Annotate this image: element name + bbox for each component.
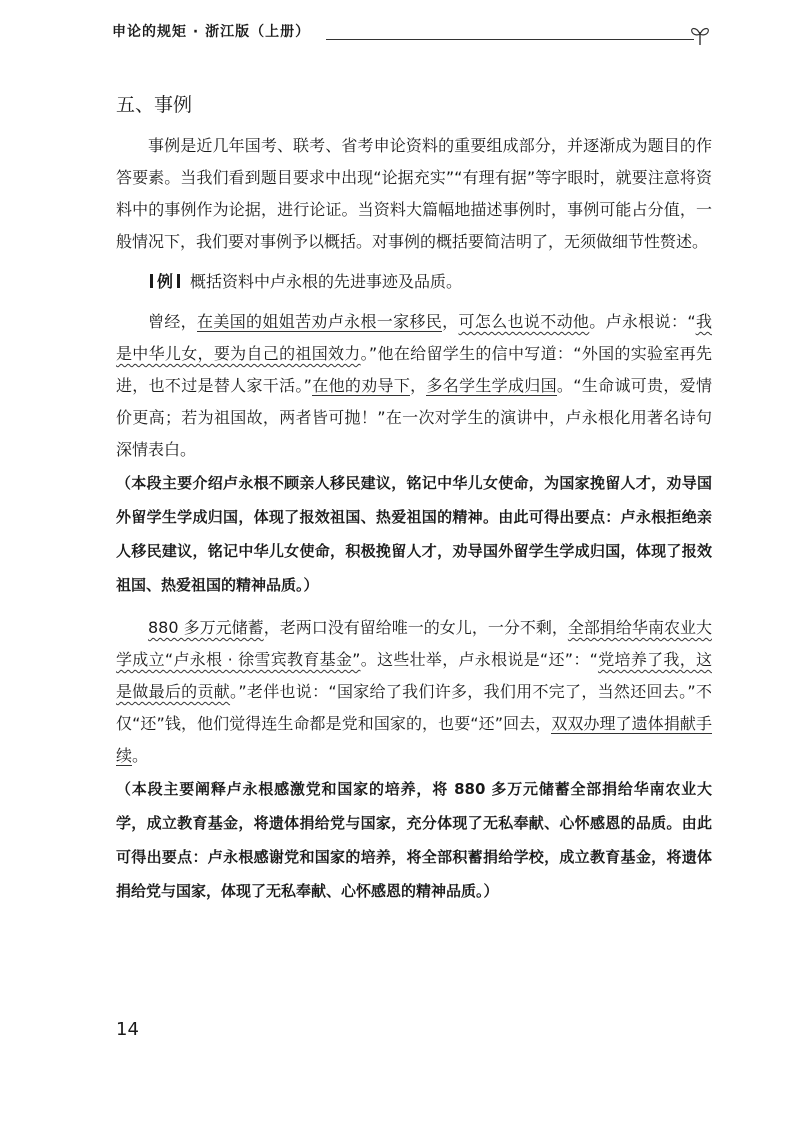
example-line bbox=[116, 264, 712, 300]
wavy-underlined-text: 可怎么也说不动他 bbox=[458, 312, 590, 331]
example-tag bbox=[146, 272, 184, 291]
sprout-icon bbox=[688, 24, 712, 46]
text-run: ， bbox=[410, 376, 427, 395]
case-paragraph-1 bbox=[116, 306, 712, 466]
page-number: 14 bbox=[116, 1019, 139, 1040]
bar-left bbox=[150, 274, 153, 288]
case-note-1: （本段主要介绍卢永根不顾亲人移民建议，铭记中华儿女使命，为国家挽留人才，劝导国外留学生学成归国，体现了报效祖国、热爱祖国的精神。由此可得出要点：卢永根拒绝亲人移民建议，铭记中华儿女使命，积极挽留人才，劝导国外留学生学成归国，体现了报效祖国、热爱祖国的精神品质。） bbox=[116, 474, 712, 594]
wavy-underlined-text: 全部捐给华南农业大学成立“卢永根 · 徐雪宾教育基金” bbox=[116, 618, 712, 669]
text-run: 。 bbox=[132, 746, 149, 765]
text-run: 曾经， bbox=[148, 312, 198, 331]
text-run: ， bbox=[442, 312, 459, 331]
example-task: 概括资料中卢永根的先进事迹及品质。 bbox=[190, 272, 463, 291]
text-run: 。卢永根说：“ bbox=[589, 312, 696, 331]
wavy-underlined-text: 880 多万元储蓄 bbox=[148, 618, 264, 637]
running-header bbox=[112, 22, 712, 48]
text-run: 。”老伴也说：“国家给了我们许多，我们用不完了，当然还回去。”不仅“还”钱，他们觉得连生命都是党和国家的，也要“还”回去， bbox=[116, 682, 712, 733]
text-run: ，老两口没有留给唯一的女儿，一分不剩， bbox=[263, 618, 568, 637]
underlined-text: 在他的劝导下 bbox=[311, 376, 411, 395]
case-paragraph-2 bbox=[116, 612, 712, 772]
text-run: 。”他在给留学生的信中写道：“外国的实验室再先进，也不过是替人家干活。” bbox=[116, 344, 712, 395]
text-run: 。这些壮举，卢永根说是“还”：“ bbox=[360, 650, 598, 669]
section-heading: 五、事例 bbox=[116, 94, 193, 116]
case-note-2: （本段主要阐释卢永根感激党和国家的培养，将 880 多万元储蓄全部捐给华南农业大学，成立教育基金，将遗体捐给党与国家，充分体现了无私奉献、心怀感恩的品质。由此可得出要点：卢永根感谢党和国家的培养，将全部积蓄捐给学校，成立教育基金，将遗体捐给党与国家，体现了无私奉献、心怀感恩的精神品质。） bbox=[116, 780, 712, 900]
text-run: 。“生命诚可贵，爱情价更高；若为祖国故，两者皆可抛！”在一次对学生的演讲中，卢永根化用著名诗句深情表白。 bbox=[116, 376, 712, 459]
main-content bbox=[116, 130, 712, 908]
underlined-text: 多名学生学成归国 bbox=[426, 376, 557, 395]
bar-right bbox=[177, 274, 180, 288]
example-tag-label: 例 bbox=[157, 272, 174, 291]
underlined-text: 在美国的姐姐苦劝卢永根一家移民 bbox=[197, 312, 443, 331]
underlined-text: 双双办理了遗体捐献手续 bbox=[116, 714, 712, 765]
header-rule bbox=[326, 39, 694, 40]
wavy-underlined-text: 党培养了我，这是做最后的贡献 bbox=[116, 650, 712, 701]
wavy-underlined-text: 我是中华儿女，要为自己的祖国效力 bbox=[116, 312, 712, 363]
book-title: 申论的规矩 · 浙江版（上册） bbox=[112, 24, 311, 40]
intro-paragraph: 事例是近几年国考、联考、省考申论资料的重要组成部分，并逐渐成为题目的作答要素。当我们看到题目要求中出现“论据充实”“有理有据”等字眼时，就要注意将资料中的事例作为论据，进行论证。当资料大篇幅地描述事例时，事例可能占分值，一般情况下，我们要对事例予以概括。对事例的概括要简洁明了，无须做细节性赘述。 bbox=[116, 136, 712, 251]
